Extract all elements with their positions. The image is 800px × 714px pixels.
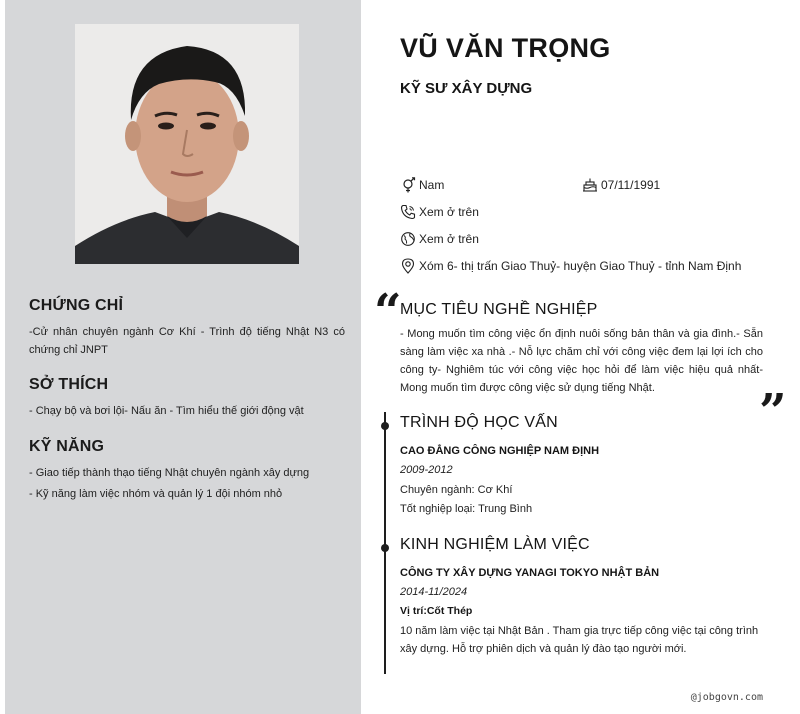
certificates-section <box>29 297 345 359</box>
main-content <box>361 0 800 714</box>
open-quote-icon: “ <box>374 284 402 340</box>
web-row <box>400 231 479 247</box>
globe-icon <box>400 231 416 247</box>
sidebar <box>5 0 361 714</box>
phone-icon <box>400 204 416 220</box>
hobbies-title: SỞ THÍCH <box>29 376 109 393</box>
hobbies-text: - Chạy bộ và bơi lội- Nấu ăn - Tìm hiểu thế giới động vật <box>29 405 304 417</box>
skill-item: - Kỹ năng làm việc nhóm và quản lý 1 đội nhóm nhỏ <box>29 488 283 500</box>
hobbies-section <box>29 376 345 420</box>
experience-title: KINH NGHIỆM LÀM VIỆC <box>400 536 590 553</box>
education-grade: Tốt nghiệp loại: Trung Bình <box>400 503 533 515</box>
experience-period: 2014-11/2024 <box>400 586 468 598</box>
education-title: TRÌNH ĐỘ HỌC VẤN <box>400 414 558 431</box>
phone-value: Xem ở trên <box>419 205 479 219</box>
experience-position: Vị trí:Cốt Thép <box>400 605 473 617</box>
certificates-text: -Cử nhân chuyên ngành Cơ Khí - Trình độ tiếng Nhật N3 có chứng chỉ JNPT <box>29 326 345 356</box>
timeline-dot <box>381 544 389 552</box>
skill-item: - Giao tiếp thành thạo tiếng Nhật chuyên ngành xây dựng <box>29 467 310 479</box>
gender-value: Nam <box>419 178 445 192</box>
close-quote-icon: ” <box>759 384 787 440</box>
map-pin-icon <box>400 258 416 274</box>
skills-title: KỸ NĂNG <box>29 438 105 455</box>
gender-icon <box>400 177 416 193</box>
address-value: Xóm 6- thị trấn Giao Thuỷ- huyện Giao Thuỷ - tỉnh Nam Định <box>419 259 742 273</box>
objective-text: - Mong muốn tìm công việc ổn định nuôi sống bản thân và gia đình.- Sẵn sàng làm việc xa nhà .- Nỗ lực chăm chỉ với công việc đem lại lợi ích cho công ty- Nghiêm túc với công việc học hỏi để làm việc hiệu quả nhất- Mong muốn tìm được công việc sử dụng tiếng Nhật. <box>400 328 763 394</box>
timeline-line <box>384 412 386 674</box>
education-major: Chuyên ngành: Cơ Khí <box>400 484 513 496</box>
profile-photo <box>75 24 299 264</box>
phone-row <box>400 204 479 220</box>
certificates-title: CHỨNG CHỈ <box>29 297 124 314</box>
objective-title: MỤC TIÊU NGHỀ NGHIỆP <box>400 301 598 318</box>
candidate-name: VŨ VĂN TRỌNG <box>400 33 611 63</box>
education-school: CAO ĐẲNG CÔNG NGHIỆP NAM ĐỊNH <box>400 445 600 457</box>
experience-company: CÔNG TY XÂY DỰNG YANAGI TOKYO NHẬT BẢN <box>400 567 660 579</box>
cake-icon <box>582 177 598 193</box>
gender-row <box>400 177 444 193</box>
address-row <box>400 258 741 274</box>
birthdate-value: 07/11/1991 <box>601 178 661 192</box>
candidate-role: KỸ SƯ XÂY DỰNG <box>400 80 533 97</box>
skills-list <box>29 464 345 503</box>
birthdate-row <box>582 177 660 193</box>
education-period: 2009-2012 <box>400 464 453 476</box>
skills-section <box>29 438 345 506</box>
timeline-dot <box>381 422 389 430</box>
watermark: @jobgovn.com <box>690 692 763 703</box>
experience-description: 10 năm làm việc tại Nhật Bản . Tham gia trực tiếp công việc tại công trình xây dựng. Hỗ trợ phiên dịch và quản lý đào tạo người mới. <box>400 625 759 655</box>
web-value: Xem ở trên <box>419 232 479 246</box>
